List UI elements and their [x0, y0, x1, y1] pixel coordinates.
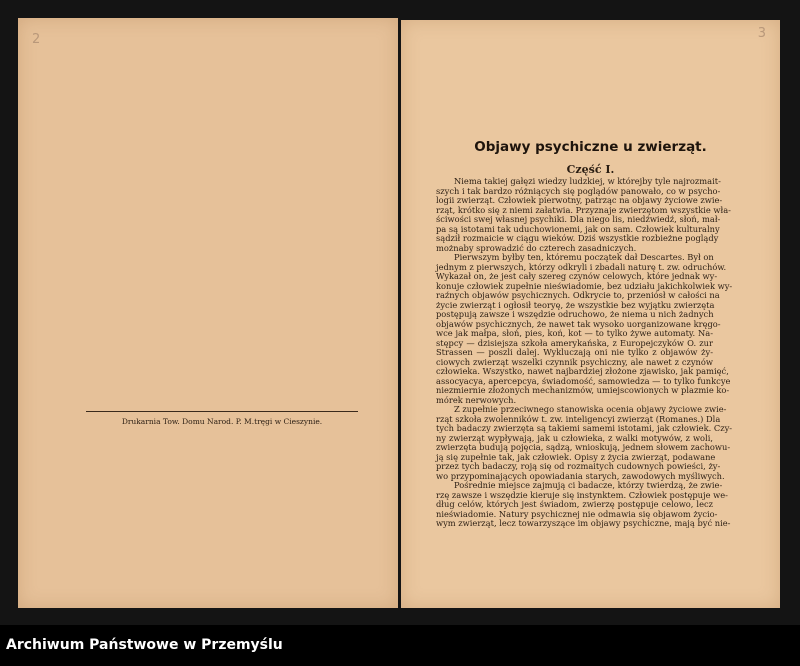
text-line: rzę zawsze i wszędzie kieruje się instynktem. Człowiek postępuje we- — [436, 489, 728, 500]
text-line: assocyacya, apercepcya, świadomość, samowiedza — to tylko funkcye — [436, 375, 731, 386]
left-page — [18, 18, 398, 608]
text-line: Pośrednie miejsce zajmują ci badacze, którzy twierdzą, że zwie- — [454, 480, 723, 490]
text-line: pa są istotami tak uduchowionemi, jak on sam. Człowiek kulturalny — [436, 223, 720, 234]
text-line: jednym z pierwszych, którzy odkryli i zbadali naturę t. zw. odruchów. — [436, 261, 727, 272]
text-line: szych i tak bardzo różniących się poglądów panowało, co w psycho- — [436, 185, 721, 196]
archive-name: Archiwum Państwowe w Przemyślu — [6, 637, 283, 653]
text-line: Pierwszym byłby ten, któremu początek dał Descartes. Był on — [454, 252, 714, 262]
text-line: Wykazał on, że jest cały szereg czynów celowych, które jednak wy- — [436, 271, 718, 281]
text-line: rząt szkoła zwolenników t. zw. inteligencyi zwierząt (Romanes.) Dla — [436, 413, 721, 424]
text-line: nieświadomie. Natury psychicznej nie odmawia się objawom życio- — [436, 508, 718, 519]
text-line: tych badaczy zwierzęta są takiemi samemi istotami, jak człowiek. Czy- — [436, 423, 733, 433]
text-line: wce jak małpa, słoń, pies, koń, kot — to tylko żywe automaty. Na- — [436, 328, 713, 338]
section-heading: Część I. — [566, 163, 615, 176]
text-line: Niema takiej gałęzi wiedzy ludzkiej, w którejby tyle najrozmait- — [454, 176, 721, 186]
text-line: życie zwierząt i ogłosił teoryę, że wszystkie bez wyjątku zwierzęta — [436, 299, 715, 310]
text-line: wo przypominających opowiadania starych, zawodowych myśliwych. — [436, 470, 725, 481]
text-line: sądził rozmaicie w ciągu wieków. Dziś wszystkie rozbieżne poglądy — [436, 233, 719, 243]
text-line: dług celów, których jest świadom, zwierzę postępuje celowo, lecz — [436, 499, 713, 509]
text-line: niezmiernie złożonych mechanizmów, umiejscowionych w plazmie ko- — [436, 385, 730, 395]
printer-imprint: Drukarnia Tow. Domu Narod. P. M.tręgi w Cieszynie. — [121, 417, 323, 426]
text-line: ciowych zwierząt wszelki czynnik psychiczny, ale nawet z czynów — [436, 356, 713, 367]
text-line: postępują zawsze i wszędzie odruchowo, że niema u nich żadnych — [436, 309, 714, 319]
text-line: przez tych badaczy, roją się od rozmaitych cudownych powieści, ży- — [436, 461, 721, 471]
text-line: możnaby sprowadzić do czterech zasadniczych. — [436, 242, 637, 253]
page-number-right: 3 — [757, 26, 766, 41]
text-line: Z zupełnie przeciwnego stanowiska ocenia objawy życiowe zwie- — [454, 404, 727, 414]
text-line: zwierzęta budują pojęcia, sądzą, wnioskują, jednem słowem zachowu- — [436, 442, 731, 452]
text-line: raźnych objawów psychicznych. Odkrycie to, przeniósł w całości na — [436, 290, 720, 300]
text-line: stępcy — dzisiejsza szkoła amerykańska, z Europejczyków O. zur — [436, 337, 713, 348]
text-line: ściwości swej własnej psychiki. Dla niego lis, niedźwiedź, słoń, mał- — [436, 214, 721, 224]
text-line: Strassen — poszli dalej. Wykluczają oni nie tylko z objawów ży- — [436, 347, 713, 357]
text-line: ny zwierząt wypływają, jak u człowieka, z walki motywów, z woli, — [436, 432, 713, 443]
text-line: konuje człowiek zupełnie nieświadomie, bez udziału jakichkolwiek wy- — [436, 280, 733, 291]
archive-footer-bar — [0, 625, 800, 666]
right-page — [401, 20, 780, 608]
document-title: Objawy psychiczne u zwierząt. — [474, 139, 707, 155]
text-line: człowieka. Wszystko, nawet najbardziej złożone zjawisko, jak pamięć, — [436, 366, 729, 376]
text-line: objawów psychicznych, że nawet tak wysoko uorganizowane kręgo- — [436, 318, 721, 329]
text-line: rząt, krótko się z niemi załatwia. Przyznaje zwierzętom wszystkie wła- — [436, 204, 731, 215]
text-line: wym zwierząt, lecz towarzyszące im objawy psychiczne, mają być nie- — [436, 518, 731, 528]
body-text — [436, 176, 733, 529]
text-line: logii zwierząt. Człowiek pierwotny, patrząc na objawy życiowe zwie- — [436, 195, 723, 205]
page-number-left: 2 — [32, 32, 41, 47]
text-line: ją się zupełnie tak, jak człowiek. Opisy z życia zwierząt, podawane — [436, 451, 716, 462]
text-line: mórek nerwowych. — [436, 394, 517, 405]
divider-rule — [86, 411, 358, 412]
